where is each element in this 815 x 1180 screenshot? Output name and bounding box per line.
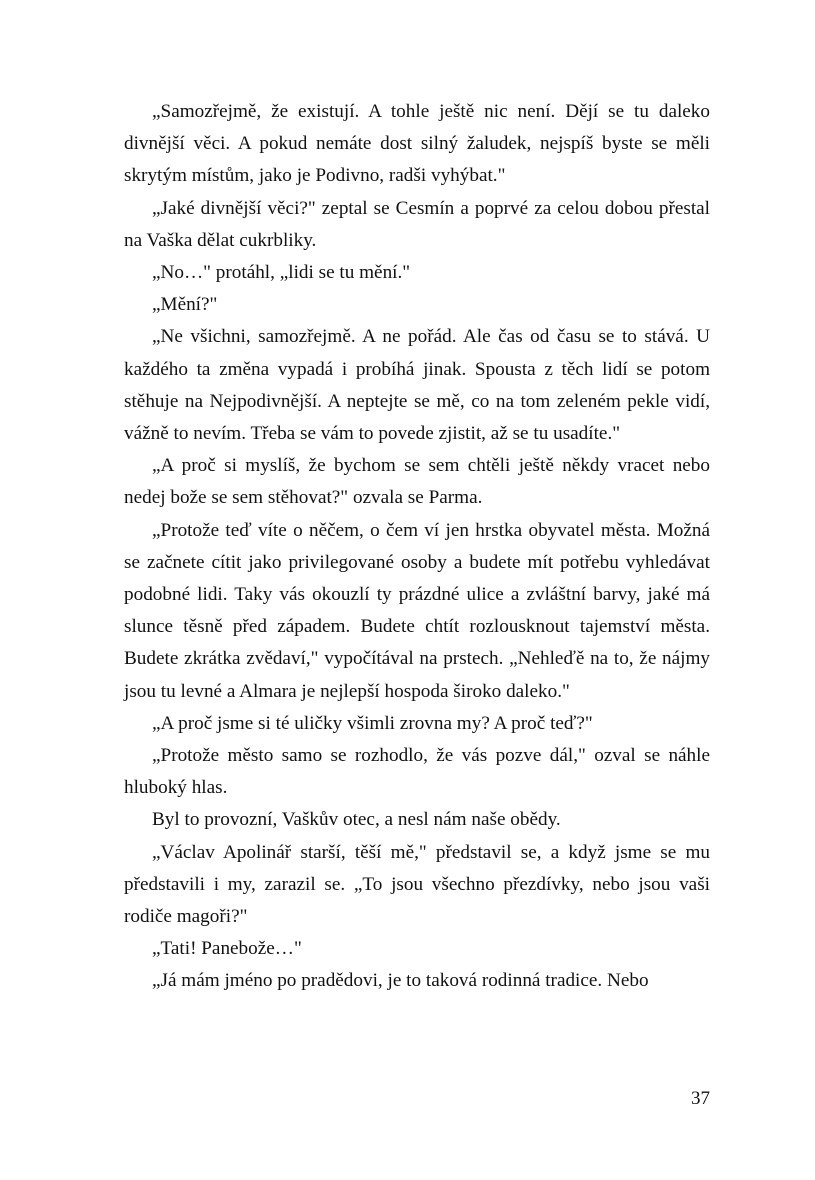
- paragraph: „Samozřejmě, že existují. A tohle ještě nic není. Dějí se tu daleko divnější věci. A pokud nemáte dost silný žaludek, nejspíš byste se měli skrytým místům, jako je Podivno, radši vyhýbat.": [124, 101, 710, 187]
- paragraph: „Já mám jméno po pradědovi, je to taková rodinná tradice. Nebo: [152, 970, 649, 992]
- paragraph: „Jaké divnější věci?" zeptal se Cesmín a poprvé za celou dobou přestal na Vaška dělat cukrbliky.: [124, 197, 710, 251]
- page-number: 37: [691, 1088, 710, 1109]
- paragraph: „A proč jsme si té uličky všimli zrovna my? A proč teď?": [152, 712, 593, 734]
- paragraph: „Protože město samo se rozhodlo, že vás pozve dál," ozval se náhle hluboký hlas.: [124, 745, 710, 799]
- paragraph: „Protože teď víte o něčem, o čem ví jen hrstka obyvatel města. Možná se začnete cítit jako privilegované osoby a budete mít potřebu vyhledávat podobné lidi. Taky vás okouzlí ty prázdné ulice a zvláštní barvy, jaké má slunce těsně před západem. Budete chtít rozlousknout tajemství města. Budete zkrátka zvědaví," vypočítával na prstech. „Nehleďě na to, že nájmy jsou tu levné a Almara je nejlepší hospoda široko daleko.": [124, 519, 710, 702]
- paragraph: „Mění?": [152, 294, 218, 316]
- body-text: [124, 96, 710, 998]
- paragraph: „Václav Apolinář starší, těší mě," představil se, a když jsme se mu představili i my, zarazil se. „To jsou všechno přezdívky, nebo jsou vaši rodiče magoři?": [124, 841, 710, 928]
- paragraph: „No…" protáhl, „lidi se tu mění.": [152, 262, 411, 284]
- paragraph: „A proč si myslíš, že bychom se sem chtěli ještě někdy vracet nebo nedej bože se sem stěhovat?" ozvala se Parma.: [124, 455, 710, 509]
- paragraph: „Ne všichni, samozřejmě. A ne pořád. Ale čas od času se to stává. U každého ta změna vypadá i probíhá jinak. Spousta z těch lidí se potom stěhuje na Nejpodivnější. A neptejte se mě, co na tom zeleném pekle vidí, vážně to nevím. Třeba se vám to povede zjistit, až se tu usadíte.": [124, 326, 710, 445]
- paragraph: „Tati! Panebože…": [152, 938, 302, 960]
- paragraph: Byl to provozní, Vaškův otec, a nesl nám naše obědy.: [152, 809, 561, 831]
